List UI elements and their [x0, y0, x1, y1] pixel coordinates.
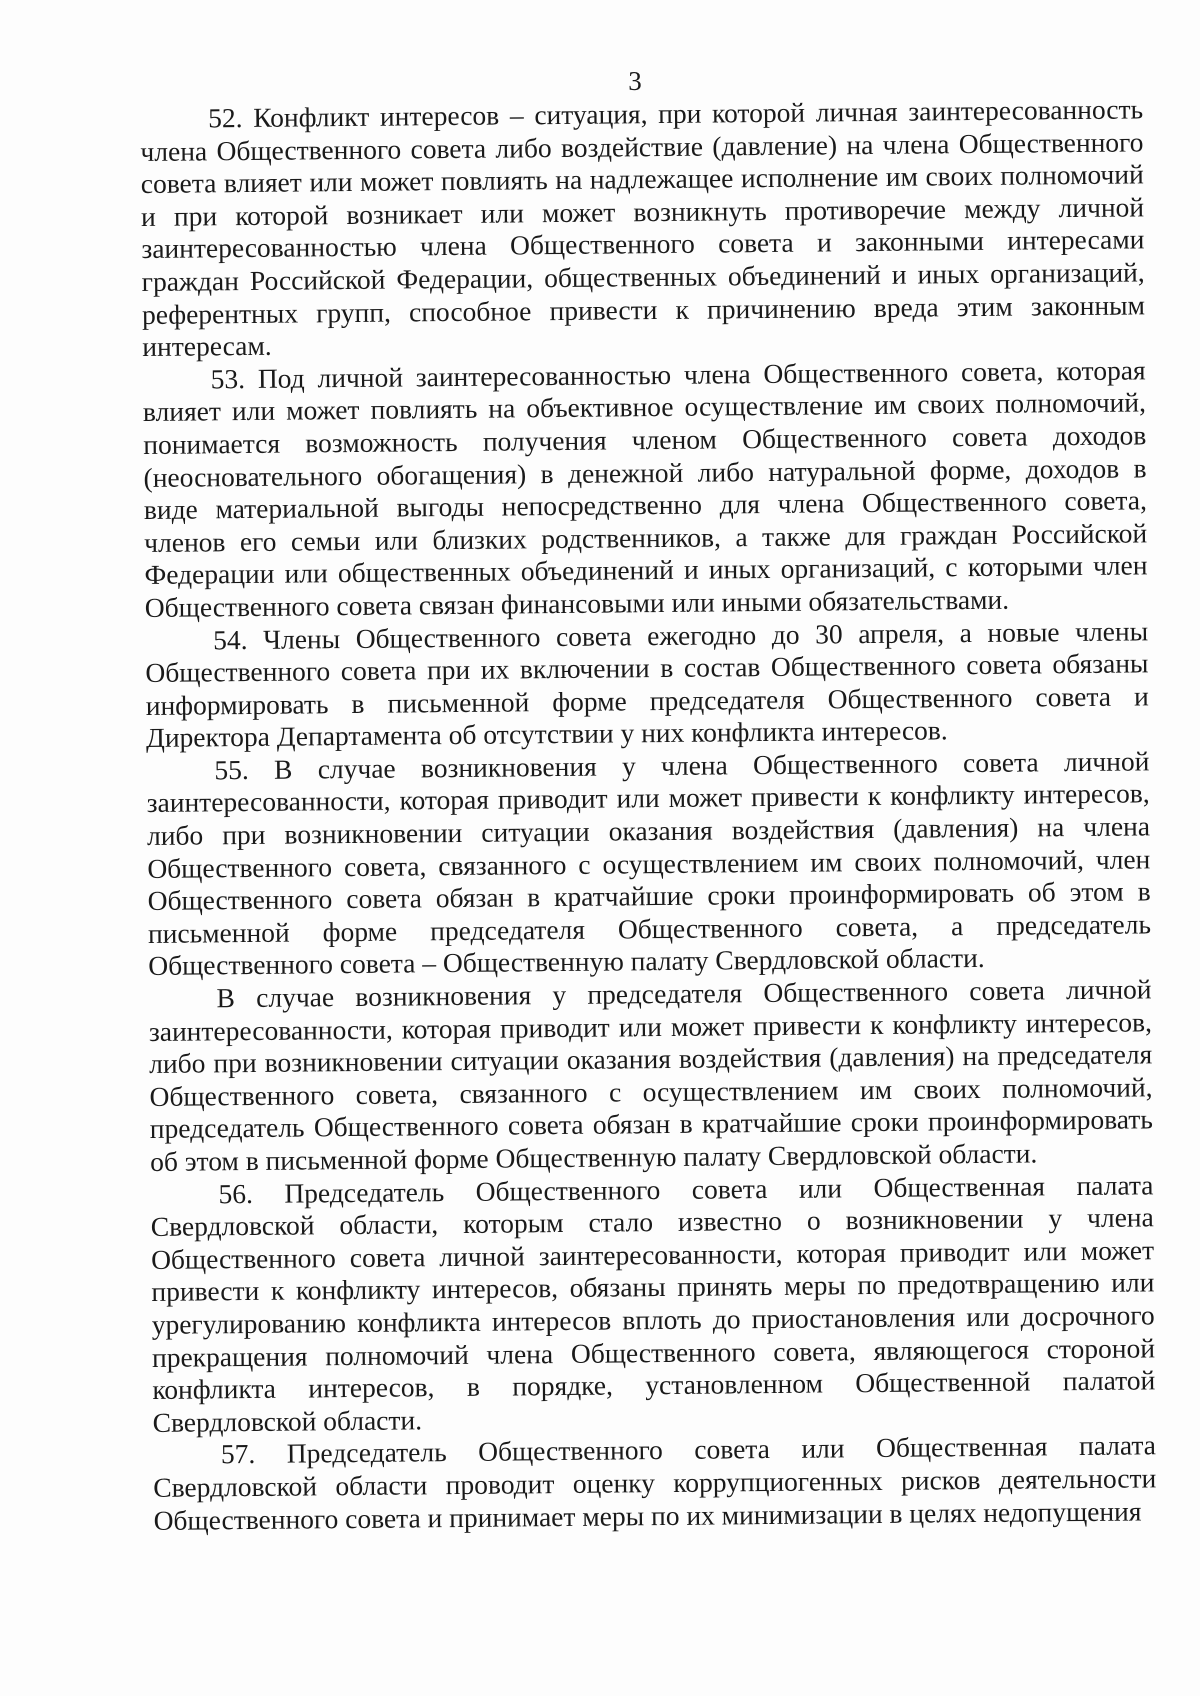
document-body	[140, 93, 1157, 1537]
paragraph-55: 55. В случае возникновения у члена Общественного совета личной заинтересованности, которая приводит или может привести к конфликту интересов, либо при возникновении ситуации оказания воздействия (давления) на члена Общественного совета, связанного с осуществлением им своих полномочий, член Общественного совета обязан в кратчайшие сроки проинформировать об этом в письменной форме председателя Общественного совета, а председатель Общественного совета – Общественную палату Свердловской области.	[146, 745, 1152, 982]
paragraph-52: 52. Конфликт интересов – ситуация, при которой личная заинтересованность члена Общественного совета либо воздействие (давление) на члена Общественного совета влияет или может повлиять на надлежащее исполнение им своих полномочий и при которой возникает или может возникнуть противоречие между личной заинтересованностью члена Общественного совета и законными интересами граждан Российской Федерации, общественных объединений и иных организаций, референтных групп, способное привести к причинению вреда этим законным интересам.	[140, 93, 1146, 363]
page-number: 3	[628, 66, 642, 96]
paragraph-53: 53. Под личной заинтересованностью члена Общественного совета, которая влияет или может повлиять на объективное осуществление им своих полномочий, понимается возможность получения членом Общественного совета доходов (неосновательного обогащения) в денежной либо натуральной форме, доходов в виде материальной выгоды непосредственно для члена Общественного совета, членов его семьи или близких родственников, а также для граждан Российской Федерации или общественных объединений и иных организаций, с которыми член Общественного совета связан финансовыми или иными обязательствами.	[142, 354, 1148, 623]
paragraph-57: 57. Председатель Общественного совета или Общественная палата Свердловской области проводит оценку коррупциогенных рисков деятельности Общественного совета и принимает меры по их минимизации в целях недопущения	[153, 1429, 1157, 1536]
paragraph-54: 54. Члены Общественного совета ежегодно до 30 апреля, а новые члены Общественного совета при их включении в состав Общественного совета обязаны информировать в письменной форме председателя Общественного совета и Директора Департамента об отсутствии у них конфликта интересов.	[145, 614, 1149, 754]
paragraph-56: 56. Председатель Общественного совета или Общественная палата Свердловской области, которым стало известно о возникновении у члена Общественного совета личной заинтересованности, которая приводит или может привести к конфликту интересов, обязаны принять меры по предотвращению или урегулированию конфликта интересов вплоть до приостановления или досрочного прекращения полномочий члена Общественного совета, являющегося стороной конфликта интересов, в порядке, установленном Общественной палатой Свердловской области.	[150, 1168, 1156, 1438]
paragraph-55-chairman: В случае возникновения у председателя Общественного совета личной заинтересованности, которая приводит или может привести к конфликту интересов, либо при возникновении ситуации оказания воздействия (давления) на председателя Общественного совета, связанного с осуществлением им своих полномочий, председатель Общественного совета обязан в кратчайшие сроки проинформировать об этом в письменной форме Общественную палату Свердловской области.	[148, 973, 1153, 1177]
